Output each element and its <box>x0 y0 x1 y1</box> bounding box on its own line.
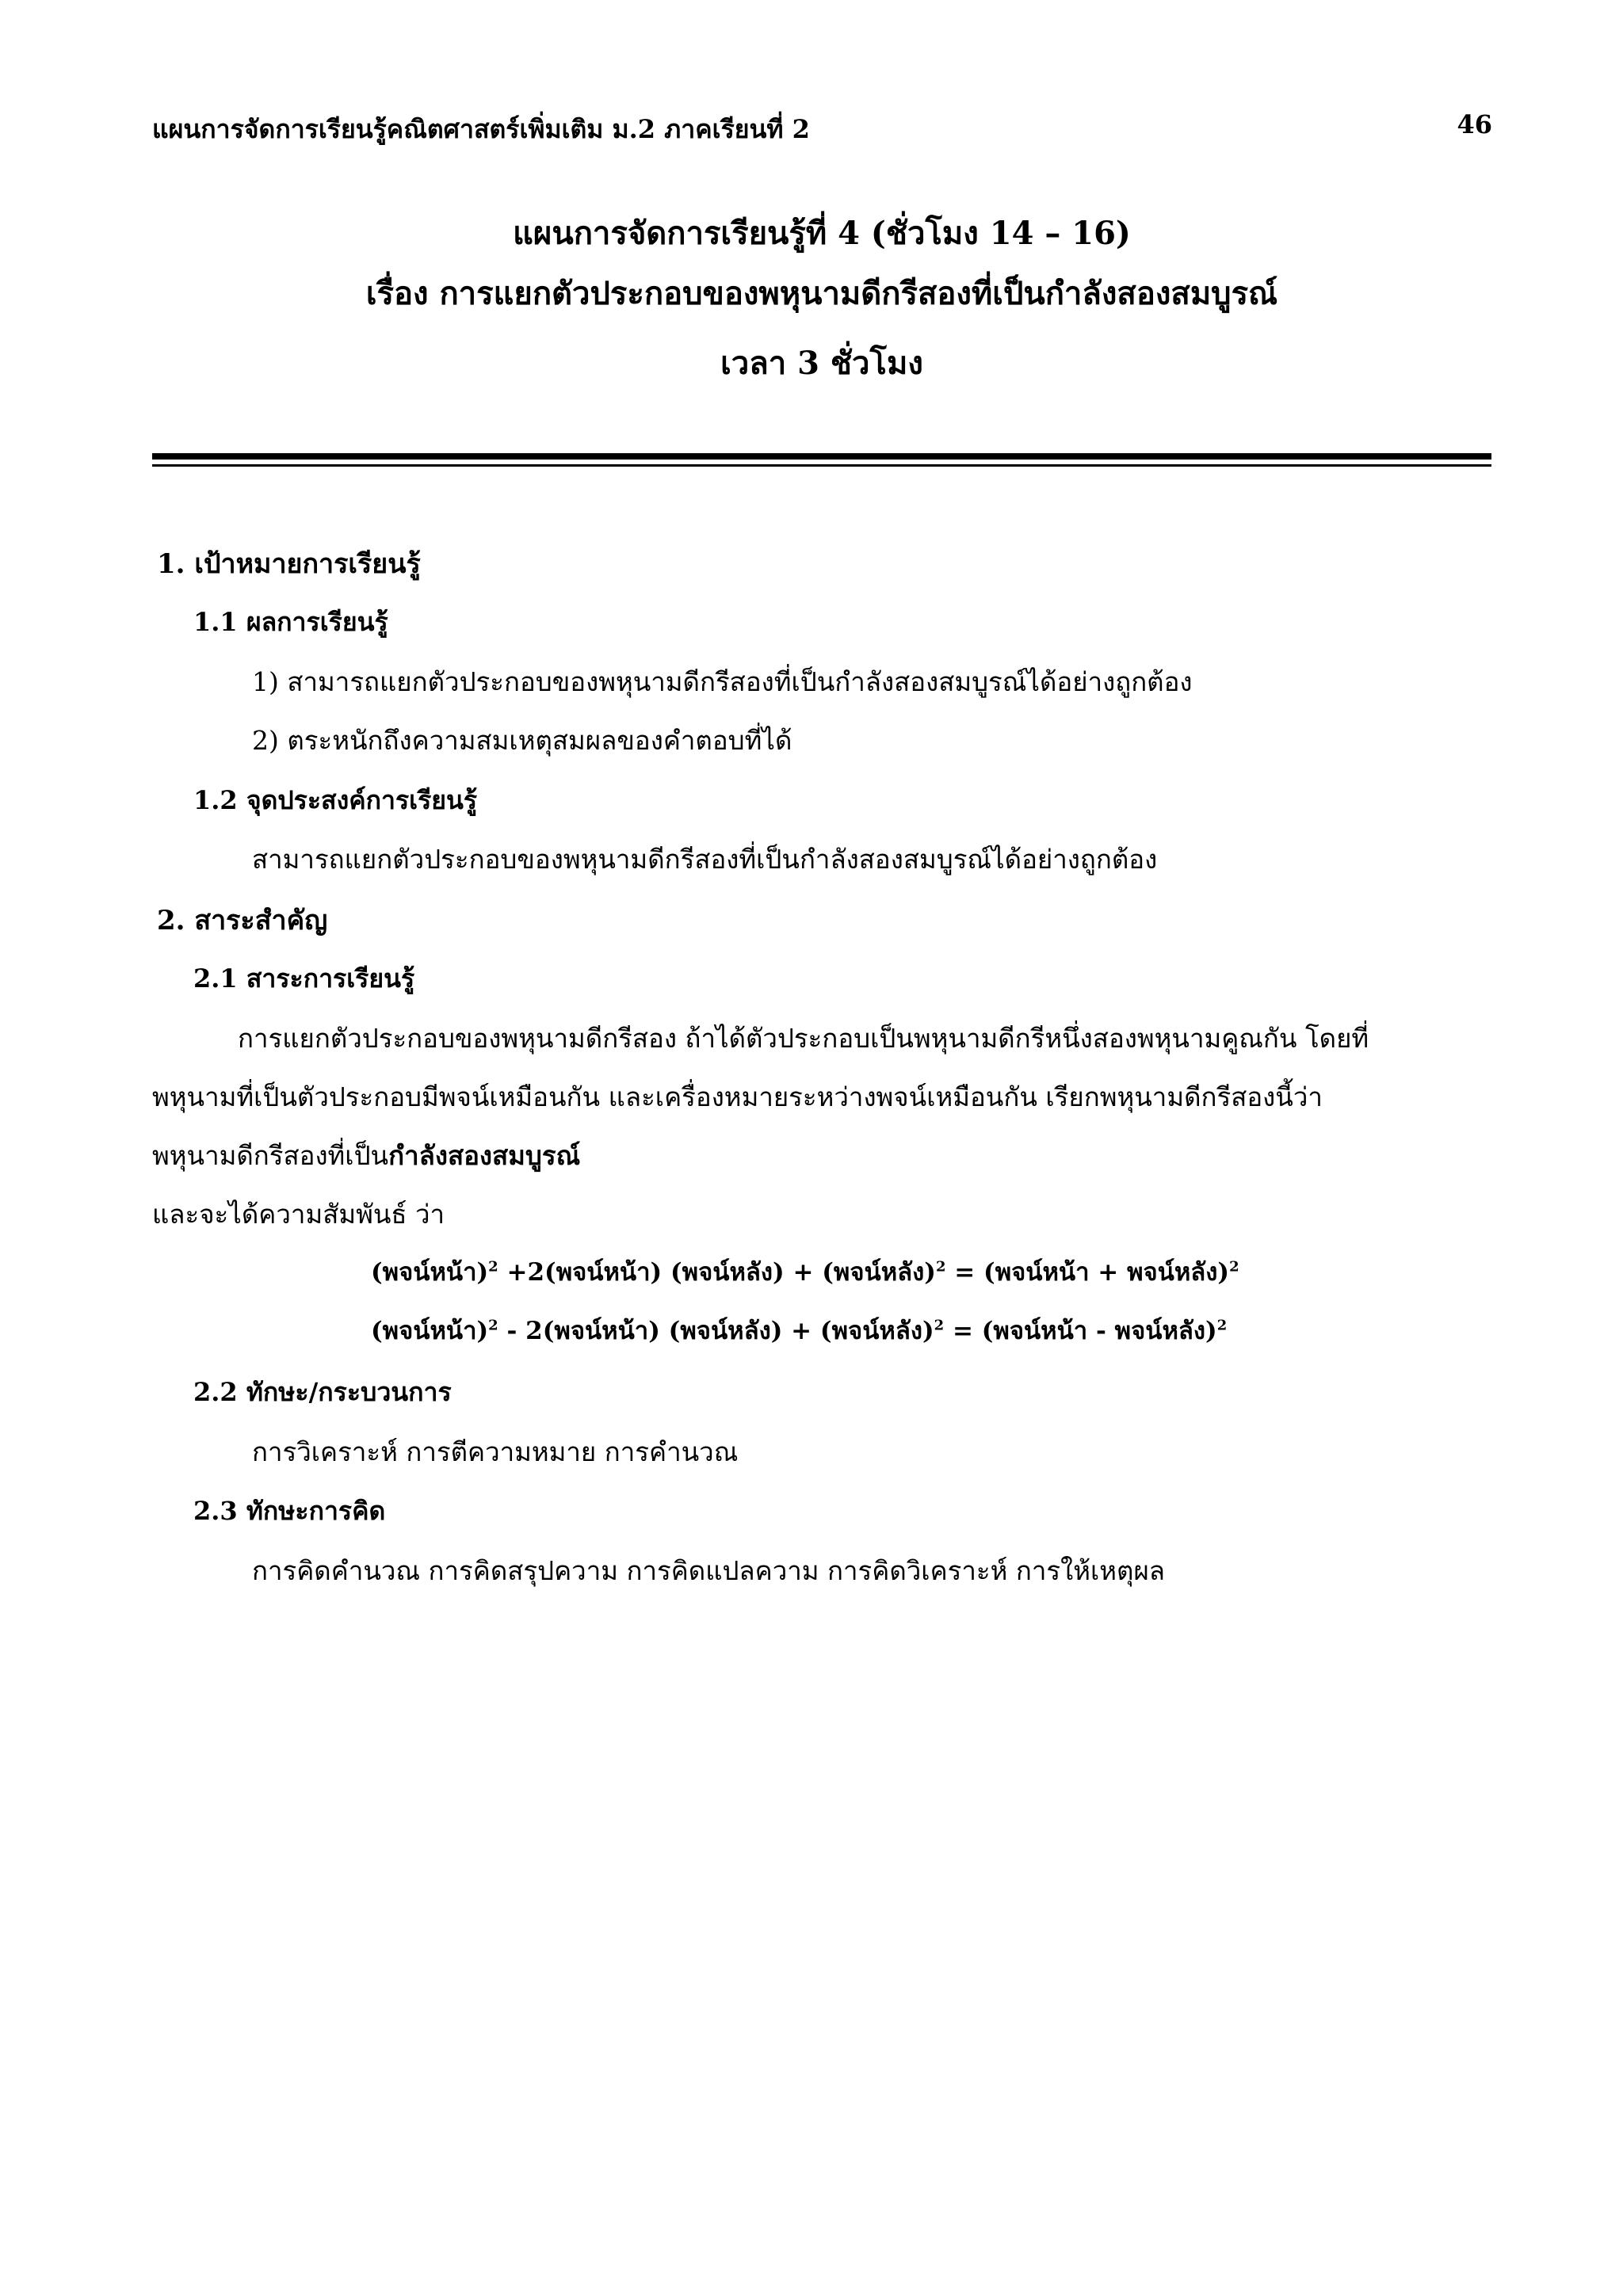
section-2-3-heading: 2.3 ทักษะการคิด <box>193 1496 386 1526</box>
section-1-heading: 1. เป้าหมายการเรียนรู้ <box>157 548 421 580</box>
learning-outcome-item: 1) สามารถแยกตัวประกอบของพหุนามดีกรีสองที่เป็นกำลังสองสมบูรณ์ได้อย่างถูกต้อง <box>252 666 1193 697</box>
plan-topic: เรื่อง การแยกตัวประกอบของพหุนามดีกรีสองที่เป็นกำลังสองสมบูรณ์ <box>365 275 1278 312</box>
formula-difference-square: (พจน์หน้า)$^2$ - 2(พจน์หน้า) (พจน์หลัง) + (พจน์หลัง)$^2$ = (พจน์หน้า - พจน์หลัง)$^2$ <box>371 1317 1228 1345</box>
formula-sum-square: (พจน์หน้า)$^2$ +2(พจน์หน้า) (พจน์หลัง) + (พจน์หลัง)$^2$ = (พจน์หน้า + พจน์หลัง)$^2$ <box>371 1258 1239 1287</box>
thinking-skills-text: การคิดคำนวณ การคิดสรุปความ การคิดแปลความ การคิดวิเคราะห์ การให้เหตุผล <box>252 1555 1166 1586</box>
section-2-2-heading: 2.2 ทักษะ/กระบวนการ <box>193 1377 452 1407</box>
perfect-square-term: กำลังสองสมบูรณ์ <box>388 1140 581 1171</box>
section-2-heading: 2. สาระสำคัญ <box>157 905 328 936</box>
learning-objective-text: สามารถแยกตัวประกอบของพหุนามดีกรีสองที่เป็นกำลังสองสมบูรณ์ได้อย่างถูกต้อง <box>252 844 1158 875</box>
relation-intro: และจะได้ความสัมพันธ์ ว่า <box>152 1199 445 1230</box>
running-header-title: แผนการจัดการเรียนรู้คณิตศาสตร์เพิ่มเติม ม.2 ภาคเรียนที่ 2 <box>152 114 810 144</box>
page-number: 46 <box>1457 109 1492 139</box>
plan-title: แผนการจัดการเรียนรู้ที่ 4 (ชั่วโมง 14 – 16) <box>513 215 1131 252</box>
section-1-2-heading: 1.2 จุดประสงค์การเรียนรู้ <box>193 785 478 815</box>
content-paragraph-line: การแยกตัวประกอบของพหุนามดีกรีสอง ถ้าได้ตัวประกอบเป็นพหุนามดีกรีหนึ่งสองพหุนามคูณกัน โดยที่ <box>238 1023 1369 1054</box>
content-paragraph-line: พหุนามที่เป็นตัวประกอบมีพจน์เหมือนกัน และเครื่องหมายระหว่างพจน์เหมือนกัน เรียกพหุนามดีกรีสองนี้ว่า <box>152 1081 1323 1112</box>
title-divider-thin <box>152 464 1491 467</box>
learning-outcome-item: 2) ตระหนักถึงความสมเหตุสมผลของคำตอบที่ได้ <box>252 725 792 756</box>
section-2-1-heading: 2.1 สาระการเรียนรู้ <box>193 963 415 994</box>
skills-process-text: การวิเคราะห์ การตีความหมาย การคำนวณ <box>252 1436 739 1467</box>
content-paragraph-line <box>152 1135 580 1177</box>
plan-duration: เวลา 3 ชั่วโมง <box>720 345 923 382</box>
section-1-1-heading: 1.1 ผลการเรียนรู้ <box>193 607 388 637</box>
paragraph-text: พหุนามดีกรีสองที่เป็น <box>152 1140 389 1171</box>
title-divider-thick <box>152 453 1491 460</box>
